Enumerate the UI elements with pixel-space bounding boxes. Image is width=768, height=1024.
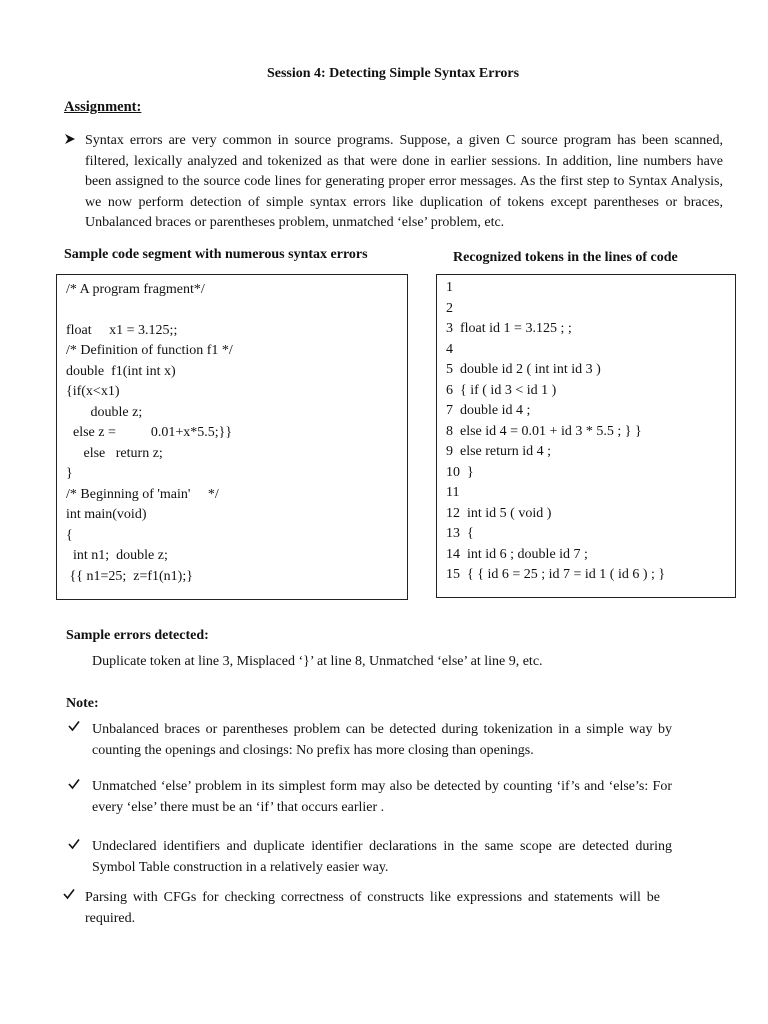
token-line: 12 int id 5 ( void ) — [446, 506, 552, 521]
code-line: double z; — [66, 405, 143, 420]
errors-heading: Sample errors detected: — [66, 628, 209, 643]
token-line: 7 double id 4 ; — [446, 403, 531, 418]
token-line: 15 { { id 6 = 25 ; id 7 = id 1 ( id 6 ) ; } — [446, 567, 666, 582]
code-line: else return z; — [66, 446, 163, 461]
code-line: { — [66, 528, 73, 543]
note-heading: Note: — [66, 696, 99, 711]
page-title: Session 4: Detecting Simple Syntax Errors — [266, 66, 520, 81]
note-item: Parsing with CFGs for checking correctness of constructs like expressions and statements will be required. — [85, 890, 660, 926]
checkmark-bullet-icon — [68, 778, 80, 795]
token-line: 9 else return id 4 ; — [446, 444, 551, 459]
token-line: 14 int id 6 ; double id 7 ; — [446, 547, 588, 562]
note-item: Undeclared identifiers and duplicate identifier declarations in the same scope are detected during Symbol Table construction in a relatively easier way. — [92, 839, 672, 875]
code-line: } — [66, 466, 73, 481]
token-line: 8 else id 4 = 0.01 + id 3 * 5.5 ; } } — [446, 424, 642, 439]
code-line: /* Definition of function f1 */ — [66, 343, 233, 358]
token-line: 3 float id 1 = 3.125 ; ; — [446, 321, 572, 336]
checkmark-bullet-icon — [68, 838, 80, 855]
note-item: Unmatched ‘else’ problem in its simplest form may also be detected by counting ‘if’s and ‘else’s: For every ‘else’ there must be an ‘if’ that occurs earlier . — [92, 779, 672, 815]
assignment-paragraph: Syntax errors are very common in source programs. Suppose, a given C source program has been scanned, filtered, lexically analyzed and tokenized as that were done in earlier sessions. In addition, line numbers have been assigned to the source code lines for generating proper error messages. As the first step to Syntax Analysis, we now perform detection of simple syntax errors like duplication of tokens except parentheses or braces, Unbalanced braces or parentheses problem, unmatched ‘else’ problem, etc. — [85, 133, 723, 230]
token-line: 13 { — [446, 526, 474, 541]
token-line: 11 — [446, 485, 460, 500]
code-segment-box — [56, 274, 408, 600]
tokens-box — [436, 274, 736, 598]
token-line: 4 — [446, 342, 453, 357]
code-line: else z = 0.01+x*5.5;}} — [66, 425, 233, 440]
token-line: 1 — [446, 280, 453, 295]
checkmark-bullet-icon — [63, 888, 75, 905]
note-item: Unbalanced braces or parentheses problem can be detected during tokenization in a simple way by counting the openings and closings: No prefix has more closing than openings. — [92, 722, 672, 758]
code-line: float x1 = 3.125;; — [66, 323, 178, 338]
arrowhead-bullet-icon — [64, 132, 76, 151]
token-line: 10 } — [446, 465, 474, 480]
token-line: 2 — [446, 301, 453, 316]
errors-text: Duplicate token at line 3, Misplaced ‘}’ at line 8, Unmatched ‘else’ at line 9, etc. — [92, 654, 543, 669]
code-line: double f1(int int x) — [66, 364, 176, 379]
token-line: 5 double id 2 ( int int id 3 ) — [446, 362, 601, 377]
assignment-heading: Assignment: — [64, 99, 142, 115]
code-line: int main(void) — [66, 507, 147, 522]
code-line: {{ n1=25; z=f1(n1);} — [66, 569, 193, 584]
code-line: /* A program fragment*/ — [66, 282, 205, 297]
checkmark-bullet-icon — [68, 720, 80, 737]
tokens-heading: Recognized tokens in the lines of code — [453, 250, 678, 265]
code-line: {if(x<x1) — [66, 384, 120, 399]
token-line: 6 { if ( id 3 < id 1 ) — [446, 383, 557, 398]
code-segment-heading: Sample code segment with numerous syntax errors — [64, 247, 368, 262]
code-line: /* Beginning of 'main' */ — [66, 487, 219, 502]
code-line: int n1; double z; — [66, 548, 168, 563]
